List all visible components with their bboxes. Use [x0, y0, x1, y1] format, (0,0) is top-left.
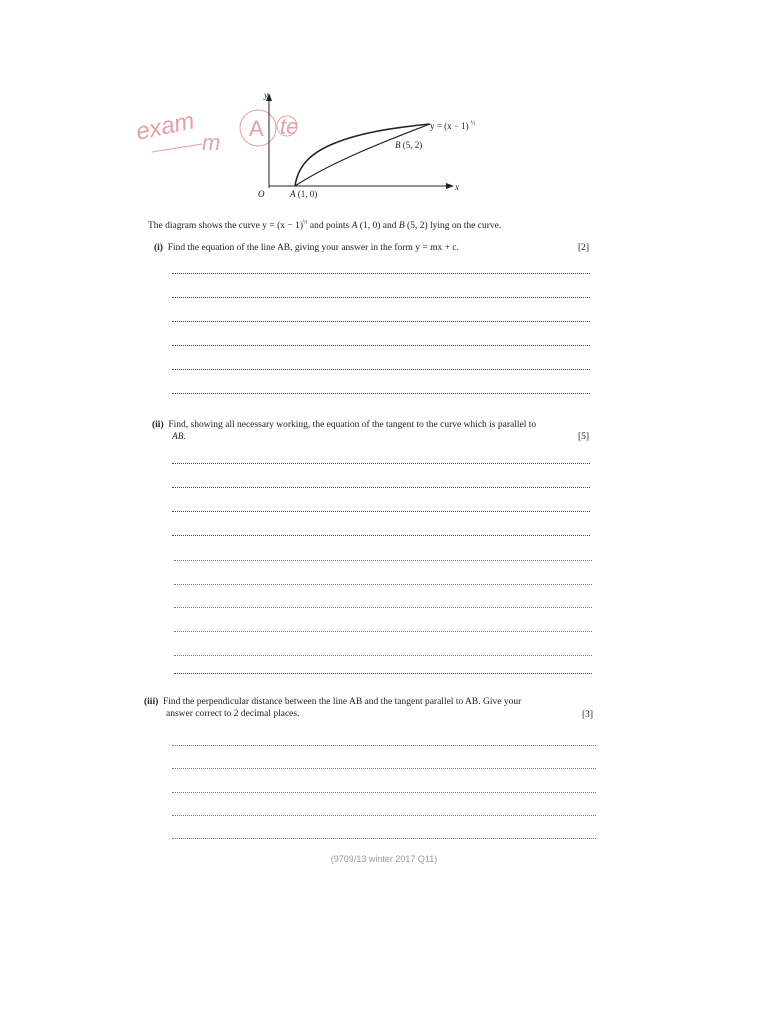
answer-line[interactable] — [174, 607, 592, 608]
answer-line[interactable] — [174, 673, 592, 674]
answer-line[interactable] — [172, 487, 590, 488]
question-iii-marks: [3] — [582, 710, 594, 720]
question-i: (i) Find the equation of the line AB, giving your answer in the form y = mx + c. — [154, 243, 459, 253]
intro-text: The diagram shows the curve $y = (x - 1)^{\frac{1}{2}}$ and points A (1, 0) and B (5, 2) lying on the curve. — [148, 220, 502, 232]
answer-line[interactable] — [172, 369, 590, 370]
y-axis-label: y — [264, 90, 268, 100]
answer-line[interactable] — [172, 745, 596, 746]
answer-line[interactable] — [172, 463, 590, 464]
answer-line[interactable] — [174, 584, 592, 585]
x-axis-label: x — [455, 182, 459, 192]
question-ii-line2: AB. — [172, 432, 186, 442]
point-a-label: A (1, 0) — [290, 189, 318, 199]
answer-line[interactable] — [172, 838, 596, 839]
answer-line[interactable] — [174, 655, 592, 656]
answer-line[interactable] — [172, 321, 590, 322]
chord-ab — [295, 124, 430, 186]
curve-diagram — [240, 88, 500, 203]
answer-line[interactable] — [172, 535, 590, 536]
answer-line[interactable] — [172, 792, 596, 793]
source-reference: (9709/13 winter 2017 Q11) — [330, 854, 438, 864]
question-i-marks: [2] — [578, 243, 590, 253]
x-axis-arrow — [446, 183, 454, 189]
question-iii-line2: answer correct to 2 decimal places. — [166, 709, 300, 719]
origin-label: O — [258, 189, 265, 199]
answer-line[interactable] — [172, 345, 590, 346]
answer-line[interactable] — [172, 393, 590, 394]
watermark-text-te: te — [280, 114, 299, 139]
question-ii-line1: (ii) Find, showing all necessary working, the equation of the tangent to the curve which is parallel to — [152, 420, 537, 430]
answer-line[interactable] — [174, 560, 592, 561]
point-b-label: B (5, 2) — [395, 140, 423, 150]
answer-line[interactable] — [172, 511, 590, 512]
curve-path — [295, 124, 430, 186]
watermark-text-a: A — [249, 116, 264, 141]
answer-line[interactable] — [172, 273, 590, 274]
answer-line[interactable] — [172, 297, 590, 298]
curve-label: y = (x − 1) $^{\frac{1}{2}}$ — [430, 121, 476, 131]
answer-line[interactable] — [174, 631, 592, 632]
question-iii-line1: (iii) Find the perpendicular distance between the line AB and the tangent parallel to AB. Give your — [144, 697, 522, 707]
question-ii-marks: [5] — [578, 432, 590, 442]
answer-line[interactable] — [172, 768, 596, 769]
watermark-text-m: m — [202, 130, 221, 155]
answer-line[interactable] — [172, 815, 596, 816]
watermark-text-exam: exam — [133, 107, 197, 146]
